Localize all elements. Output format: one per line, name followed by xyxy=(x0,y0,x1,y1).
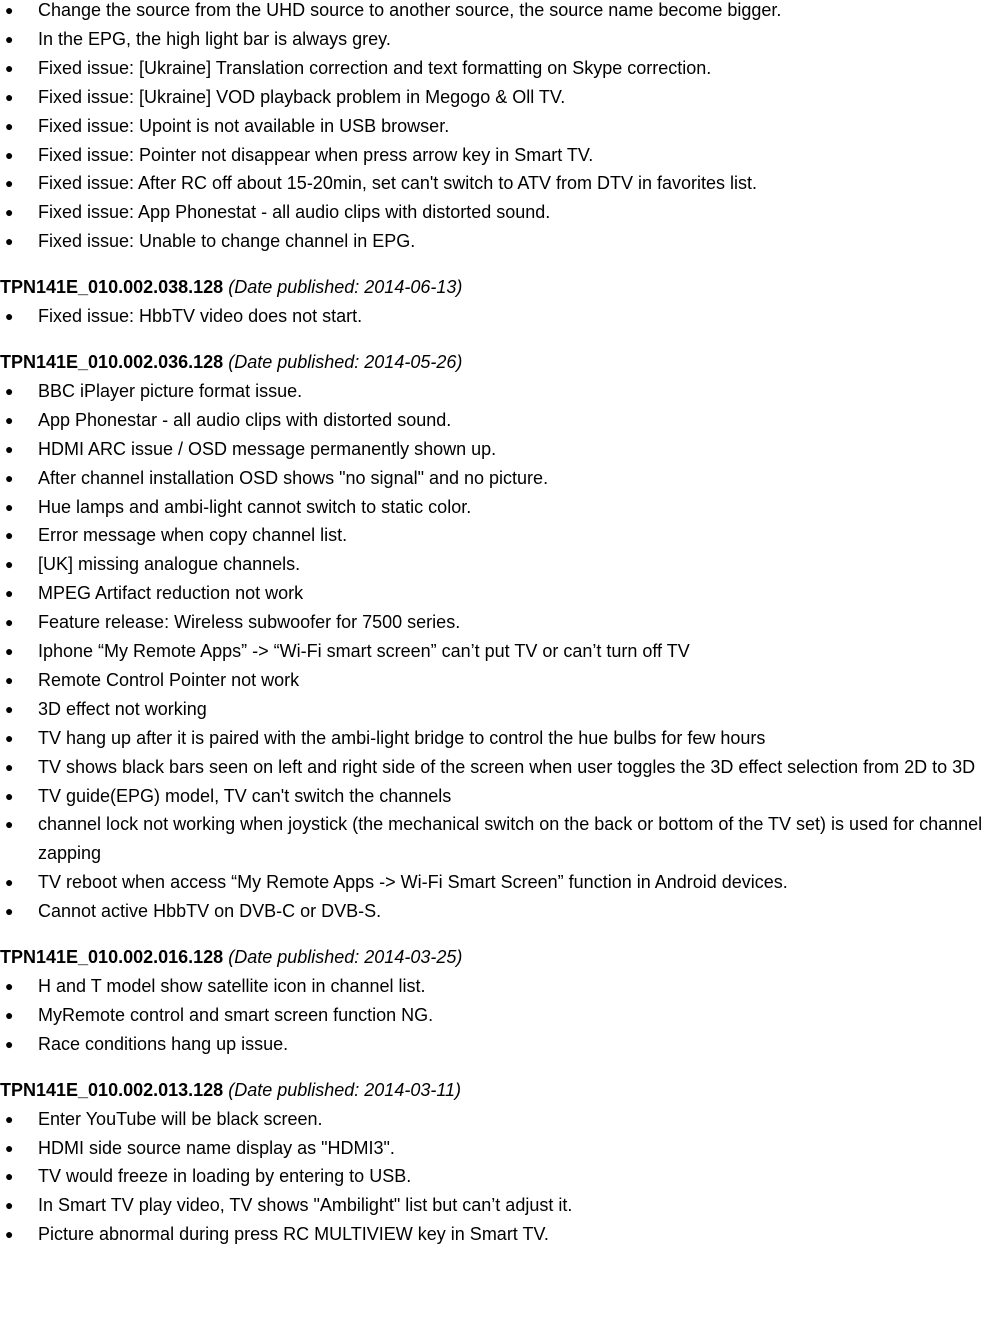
list-item: ● Fixed issue: [Ukraine] Translation correction and text formatting on Skype correction. xyxy=(0,54,987,83)
bullet-icon: ● xyxy=(5,233,14,250)
bullet-icon: ● xyxy=(5,643,14,660)
release-items xyxy=(0,377,987,926)
list-item: ● MPEG Artifact reduction not work xyxy=(0,579,987,608)
bullet-icon: ● xyxy=(5,411,14,428)
bullet-icon: ● xyxy=(5,903,14,920)
list-item: ● channel lock not working when joystick (the mechanical switch on the back or bottom of the TV set) is used for channel zapping xyxy=(0,810,987,868)
bullet-icon: ● xyxy=(5,614,14,631)
bullet-icon: ● xyxy=(5,527,14,544)
bullet-icon: ● xyxy=(5,204,14,221)
bullet-icon: ● xyxy=(5,1197,14,1214)
release-section xyxy=(0,1076,987,1249)
intro-list xyxy=(0,0,987,256)
bullet-icon: ● xyxy=(5,585,14,602)
list-item: ● Remote Control Pointer not work xyxy=(0,666,987,695)
bullet-icon: ● xyxy=(5,556,14,573)
bullet-icon: ● xyxy=(5,308,14,325)
list-item: ● HDMI side source name display as "HDMI3". xyxy=(0,1134,987,1163)
bullet-icon: ● xyxy=(5,874,14,891)
bullet-icon: ● xyxy=(5,671,14,688)
list-item: ● Fixed issue: Unable to change channel in EPG. xyxy=(0,227,987,256)
list-item: ● H and T model show satellite icon in channel list. xyxy=(0,972,987,1001)
bullet-icon: ● xyxy=(5,469,14,486)
release-date: (Date published: 2014-03-11) xyxy=(228,1079,462,1100)
list-item: ● HDMI ARC issue / OSD message permanently shown up. xyxy=(0,435,987,464)
list-item: ● In Smart TV play video, TV shows "Ambilight" list but can’t adjust it. xyxy=(0,1191,987,1220)
bullet-icon: ● xyxy=(5,117,14,134)
release-date: (Date published: 2014-03-25) xyxy=(228,947,463,968)
list-item: ● Fixed issue: After RC off about 15-20min, set can't switch to ATV from DTV in favorites list. xyxy=(0,169,987,198)
release-version: TPN141E_010.002.036.128 xyxy=(0,351,224,372)
bullet-icon: ● xyxy=(5,729,14,746)
list-item: ● Fixed issue: HbbTV video does not start. xyxy=(0,302,987,331)
release-date: (Date published: 2014-05-26) xyxy=(228,351,463,372)
release-heading xyxy=(0,1076,987,1105)
list-item: ● MyRemote control and smart screen function NG. xyxy=(0,1001,987,1030)
list-item: ● Error message when copy channel list. xyxy=(0,521,987,550)
list-item: ● Change the source from the UHD source to another source, the source name become bigger. xyxy=(0,0,987,25)
release-items xyxy=(0,302,987,331)
release-heading xyxy=(0,943,987,972)
bullet-icon: ● xyxy=(5,787,14,804)
release-section xyxy=(0,348,987,926)
list-item: ● TV hang up after it is paired with the ambi-light bridge to control the hue bulbs for few hours xyxy=(0,724,987,753)
list-item: ● App Phonestar - all audio clips with distorted sound. xyxy=(0,406,987,435)
bullet-icon: ● xyxy=(5,700,14,717)
release-version: TPN141E_010.002.013.128 xyxy=(0,1079,224,1100)
list-item: ● Feature release: Wireless subwoofer for 7500 series. xyxy=(0,608,987,637)
release-items xyxy=(0,1105,987,1250)
bullet-icon: ● xyxy=(5,1110,14,1127)
list-item: ● TV guide(EPG) model, TV can't switch the channels xyxy=(0,782,987,811)
bullet-icon: ● xyxy=(5,1139,14,1156)
bullet-icon: ● xyxy=(5,382,14,399)
bullet-icon: ● xyxy=(5,88,14,105)
bullet-icon: ● xyxy=(5,816,14,833)
list-item: ● Enter YouTube will be black screen. xyxy=(0,1105,987,1134)
list-item: ● TV would freeze in loading by entering to USB. xyxy=(0,1162,987,1191)
list-item: ● 3D effect not working xyxy=(0,695,987,724)
bullet-icon: ● xyxy=(5,30,14,47)
list-item: ● Picture abnormal during press RC MULTIVIEW key in Smart TV. xyxy=(0,1220,987,1249)
release-version: TPN141E_010.002.038.128 xyxy=(0,277,224,298)
list-item: ● Fixed issue: Upoint is not available in USB browser. xyxy=(0,112,987,141)
bullet-icon: ● xyxy=(5,146,14,163)
bullet-icon: ● xyxy=(5,2,14,18)
list-item: ● Race conditions hang up issue. xyxy=(0,1030,987,1059)
list-item: ● Cannot active HbbTV on DVB-C or DVB-S. xyxy=(0,897,987,926)
release-date: (Date published: 2014-06-13) xyxy=(228,277,463,298)
bullet-icon: ● xyxy=(5,175,14,192)
bullet-icon: ● xyxy=(5,1035,14,1052)
release-section xyxy=(0,273,987,331)
list-item: ● BBC iPlayer picture format issue. xyxy=(0,377,987,406)
list-item: ● Fixed issue: [Ukraine] VOD playback problem in Megogo & Oll TV. xyxy=(0,83,987,112)
bullet-icon: ● xyxy=(5,498,14,515)
list-item: ● TV reboot when access “My Remote Apps -> Wi-Fi Smart Screen” function in Android devices. xyxy=(0,868,987,897)
list-item: ● TV shows black bars seen on left and right side of the screen when user toggles the 3D effect selection from 2D to 3D xyxy=(0,753,987,782)
bullet-icon: ● xyxy=(5,440,14,457)
bullet-icon: ● xyxy=(5,59,14,76)
list-item: ● In the EPG, the high light bar is always grey. xyxy=(0,25,987,54)
bullet-icon: ● xyxy=(5,1006,14,1023)
list-item: ● After channel installation OSD shows "no signal" and no picture. xyxy=(0,464,987,493)
release-items xyxy=(0,972,987,1059)
release-heading xyxy=(0,273,987,302)
release-heading xyxy=(0,348,987,377)
bullet-icon: ● xyxy=(5,978,14,994)
list-item: ● [UK] missing analogue channels. xyxy=(0,550,987,579)
list-item: ● Iphone “My Remote Apps” -> “Wi-Fi smart screen” can’t put TV or can’t turn off TV xyxy=(0,637,987,666)
release-version: TPN141E_010.002.016.128 xyxy=(0,947,224,968)
bullet-icon: ● xyxy=(5,758,14,775)
bullet-icon: ● xyxy=(5,1168,14,1185)
list-item: ● Hue lamps and ambi-light cannot switch to static color. xyxy=(0,493,987,522)
bullet-icon: ● xyxy=(5,1226,14,1243)
list-item: ● Fixed issue: Pointer not disappear when press arrow key in Smart TV. xyxy=(0,141,987,170)
list-item: ● Fixed issue: App Phonestat - all audio clips with distorted sound. xyxy=(0,198,987,227)
release-section xyxy=(0,943,987,1059)
